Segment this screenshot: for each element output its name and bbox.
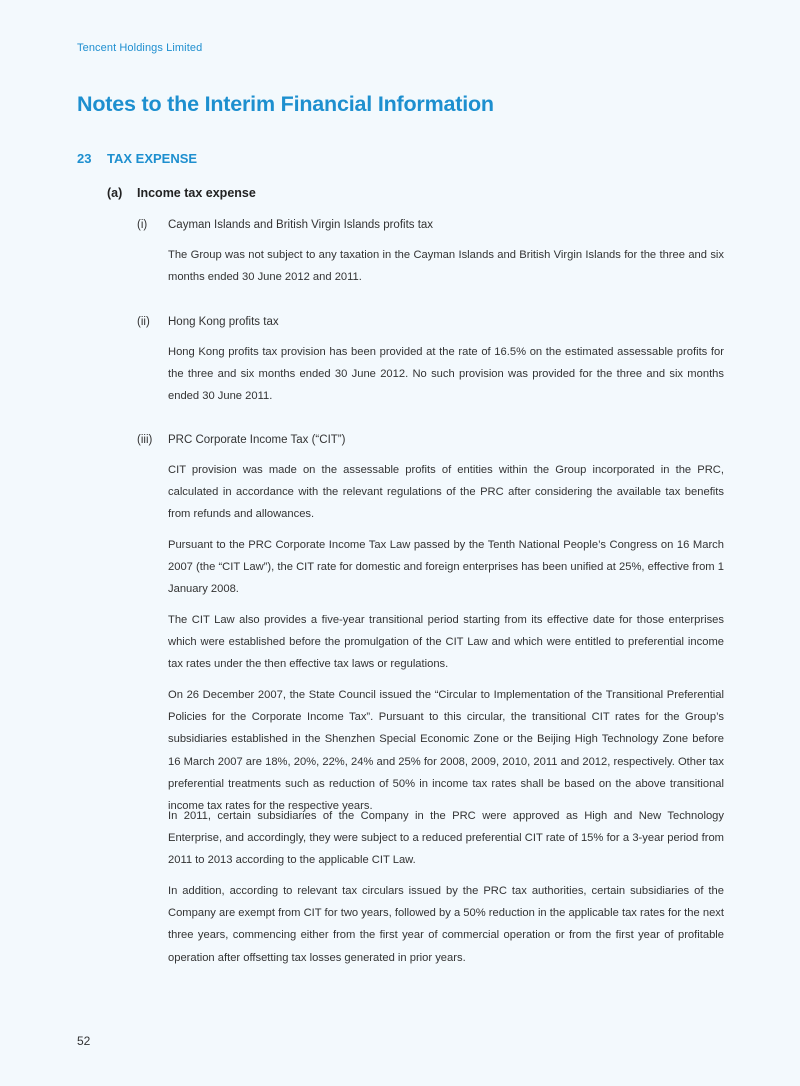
item-number: (ii) — [137, 316, 150, 328]
page-title: Notes to the Interim Financial Information — [77, 92, 494, 116]
item-number: (iii) — [137, 434, 153, 446]
paragraph: The Group was not subject to any taxation in the Cayman Islands and British Virgin Islands for the three and six months ended 30 June 2012 and 2011. — [168, 249, 724, 284]
subsection-title: Income tax expense — [137, 186, 256, 200]
page-header-company: Tencent Holdings Limited — [77, 42, 203, 54]
paragraph: Hong Kong profits tax provision has been provided at the rate of 16.5% on the estimated assessable profits for the three and six months ended 30 June 2012. No such provision was provided for the three and six months ended 30 June 2011. — [168, 346, 724, 403]
item-title: Hong Kong profits tax — [168, 316, 279, 328]
subsection-label: (a) — [107, 186, 123, 200]
item-title: PRC Corporate Income Tax (“CIT”) — [168, 434, 346, 446]
item-number: (i) — [137, 219, 148, 231]
paragraph: In 2011, certain subsidiaries of the Company in the PRC were approved as High and New Technology Enterprise, and accordingly, they were subject to a reduced preferential CIT rate of 15% for a 3-year period from 2011 to 2013 according to the applicable CIT Law. — [168, 810, 724, 867]
section-title: TAX EXPENSE — [107, 151, 198, 166]
paragraph: On 26 December 2007, the State Council issued the “Circular to Implementation of the Transitional Preferential Policies for the Corporate Income Tax”. Pursuant to this circular, the transitional CIT rates for the Group’s subsidiaries established in the Shenzhen Special Economic Zone or the Beijing High Technology Zone before 16 March 2007 are 18%, 20%, 22%, 24% and 25% for 2008, 2009, 2010, 2011 and 2012, respectively. Other tax preferential treatments such as reduction of 50% in income tax rates shall be based on the above transitional income tax rates for the respective years. — [168, 689, 724, 813]
section-number: 23 — [77, 151, 92, 166]
paragraph: In addition, according to relevant tax circulars issued by the PRC tax authorities, certain subsidiaries of the Company are exempt from CIT for two years, followed by a 50% reduction in the applicable tax rates for the next three years, commencing either from the first year of commercial operation or from the first year of profitable operation after offsetting tax losses generated in prior years. — [168, 885, 724, 964]
paragraph: The CIT Law also provides a five-year transitional period starting from its effective date for those enterprises which were established before the promulgation of the CIT Law and which were entitled to preferential income tax rates under the then effective tax laws or regulations. — [168, 614, 724, 671]
paragraph: Pursuant to the PRC Corporate Income Tax Law passed by the Tenth National People’s Congress on 16 March 2007 (the “CIT Law”), the CIT rate for domestic and foreign enterprises has been unified at 25%, effective from 1 January 2008. — [168, 539, 724, 596]
item-title: Cayman Islands and British Virgin Islands profits tax — [168, 219, 434, 231]
paragraph: CIT provision was made on the assessable profits of entities within the Group incorporated in the PRC, calculated in accordance with the relevant regulations of the PRC after considering the available tax benefits from refunds and allowances. — [168, 464, 724, 521]
page-number: 52 — [77, 1034, 91, 1048]
